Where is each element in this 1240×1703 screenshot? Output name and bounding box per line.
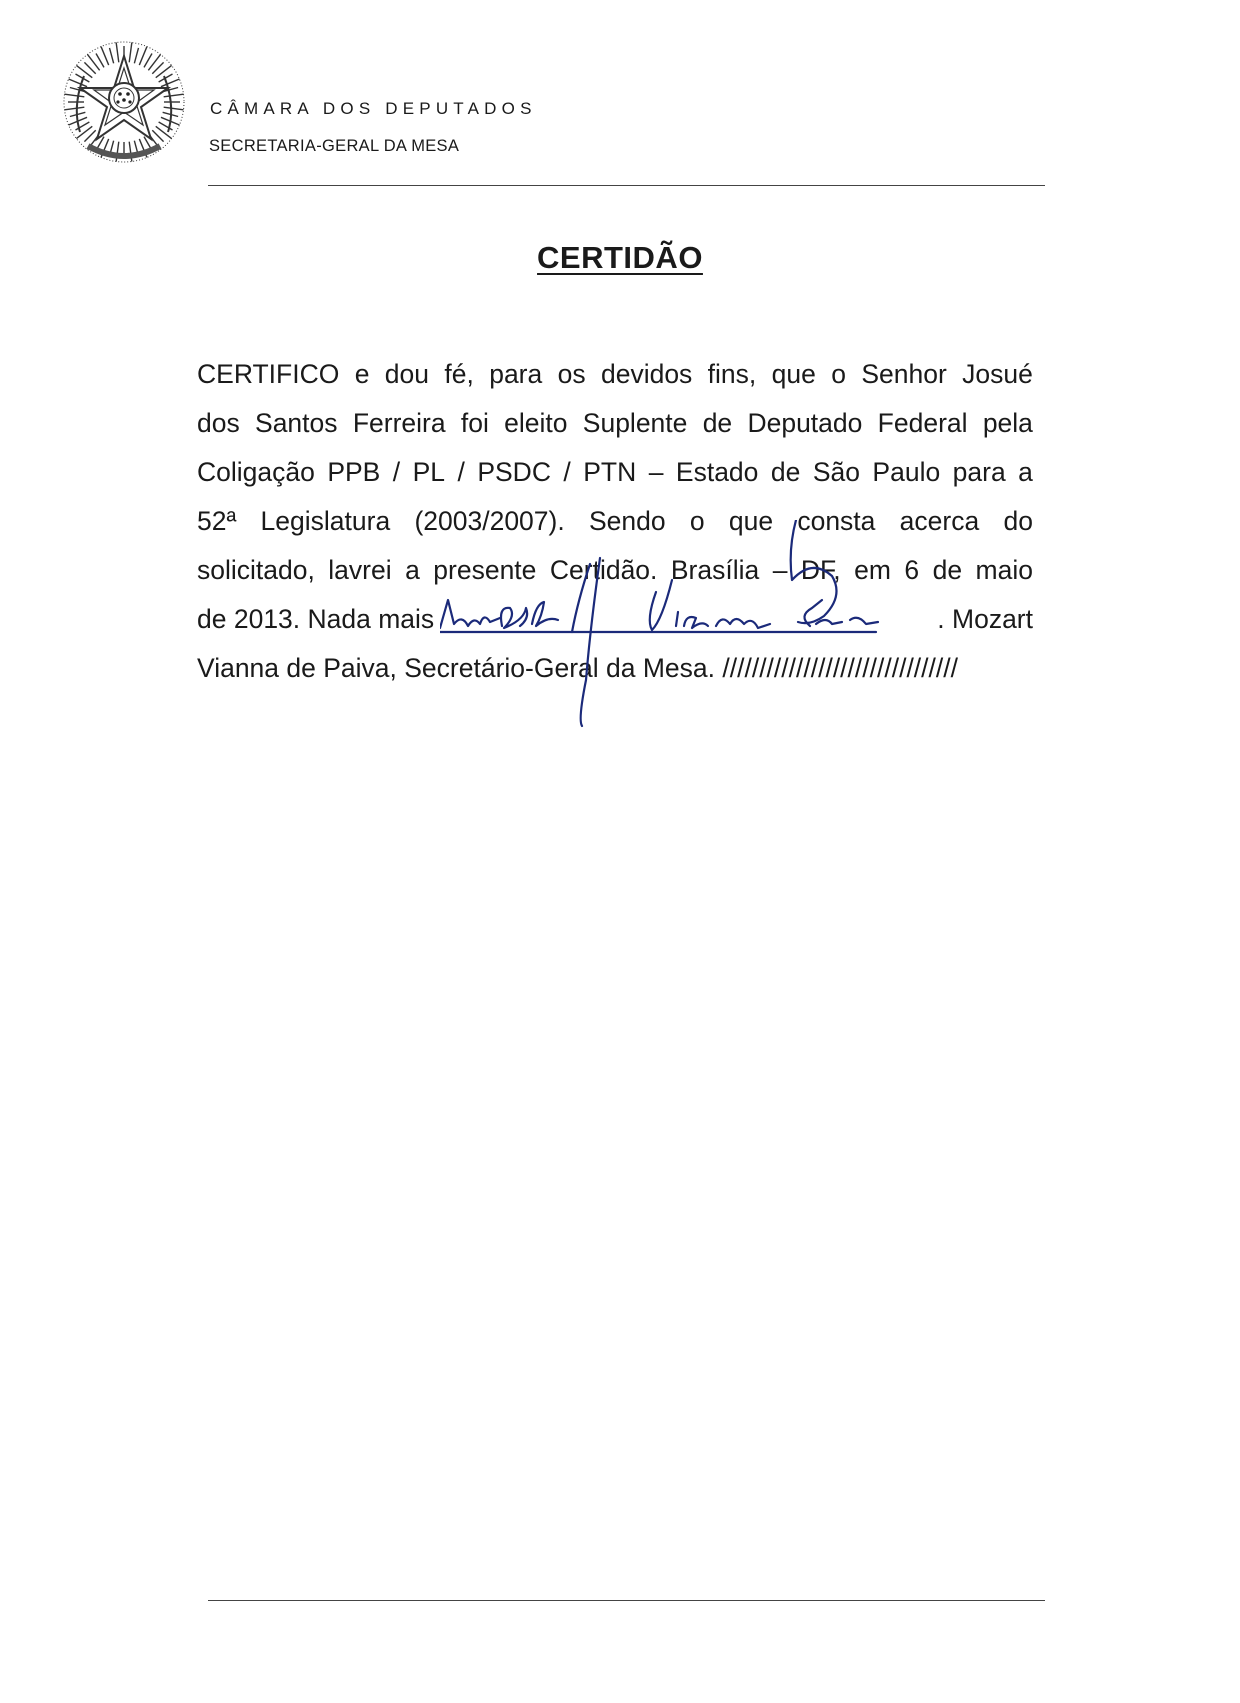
body-word: PTN [583, 457, 637, 487]
handwritten-signature [440, 520, 963, 750]
body-word: a [405, 555, 420, 585]
document-title-wrapper [0, 240, 1240, 276]
body-word: Senhor [861, 359, 947, 389]
body-word: Coligação [197, 457, 315, 487]
body-word: – [772, 555, 788, 585]
document-title: CERTIDÃO [537, 240, 703, 275]
body-word: Santos [255, 408, 338, 438]
body-word: solicitado, [197, 555, 315, 585]
footer-divider [208, 1600, 1045, 1601]
body-word: dos [197, 408, 240, 438]
body-word: São [812, 457, 860, 487]
body-word: dou [384, 359, 430, 389]
body-word: o [689, 506, 705, 536]
body-word: do [1003, 506, 1033, 536]
body-line-6-start: de 2013. Nada mais [197, 604, 435, 634]
body-word: / [563, 457, 571, 487]
body-word: de [932, 555, 963, 585]
body-word: para [489, 359, 543, 389]
body-word: PPB [327, 457, 381, 487]
body-word: eleito [504, 408, 568, 438]
body-word: os [557, 359, 586, 389]
body-word: Federal [877, 408, 968, 438]
body-line-2 [197, 399, 1033, 448]
body-word: fé, [444, 359, 474, 389]
body-word: maio [975, 555, 1033, 585]
body-word: Certidão. [549, 555, 658, 585]
body-line-6-end: . Mozart [937, 604, 1033, 634]
body-word: Brasília [670, 555, 760, 585]
body-word: Legislatura [260, 506, 391, 536]
body-word: que [728, 506, 774, 536]
body-word: e [354, 359, 370, 389]
institution-name: CÂMARA DOS DEPUTADOS [210, 99, 537, 118]
body-line-1 [197, 350, 1033, 399]
body-word: de [770, 457, 801, 487]
department-name: SECRETARIA-GERAL DA MESA [209, 137, 460, 155]
body-word: pela [982, 408, 1033, 438]
body-word: Josué [962, 359, 1033, 389]
body-word: Estado [675, 457, 759, 487]
body-word: 52ª [197, 506, 237, 536]
body-word: Sendo [588, 506, 666, 536]
body-word: devidos [600, 359, 693, 389]
body-word: Ferreira [352, 408, 446, 438]
body-word: Deputado [747, 408, 863, 438]
body-word: em [854, 555, 891, 585]
body-word: fins, [707, 359, 757, 389]
body-word: DF, [800, 555, 841, 585]
coat-of-arms-seal [58, 36, 190, 168]
body-word: o [831, 359, 846, 389]
body-word: lavrei [328, 555, 392, 585]
body-word: 6 [904, 555, 920, 585]
body-word: Suplente [582, 408, 688, 438]
body-word: foi [460, 408, 489, 438]
body-word: PL [412, 457, 446, 487]
body-word: consta [797, 506, 876, 536]
body-word: – [648, 457, 664, 487]
body-word: a [1018, 457, 1033, 487]
body-line-7-text: Vianna de Paiva, Secretário-Geral da Mesa. //////////////////////////////// [197, 653, 958, 683]
body-word: presente [433, 555, 537, 585]
body-word: que [771, 359, 816, 389]
body-line-3 [197, 448, 1033, 497]
body-word: / [457, 457, 465, 487]
body-word: / [392, 457, 401, 487]
body-word: para [952, 457, 1006, 487]
body-word: (2003/2007). [414, 506, 565, 536]
body-word: acerca [899, 506, 980, 536]
body-word: de [702, 408, 733, 438]
body-word: Paulo [872, 457, 941, 487]
body-word: PSDC [477, 457, 551, 487]
header-divider [208, 185, 1045, 186]
body-word: CERTIFICO [197, 359, 340, 389]
